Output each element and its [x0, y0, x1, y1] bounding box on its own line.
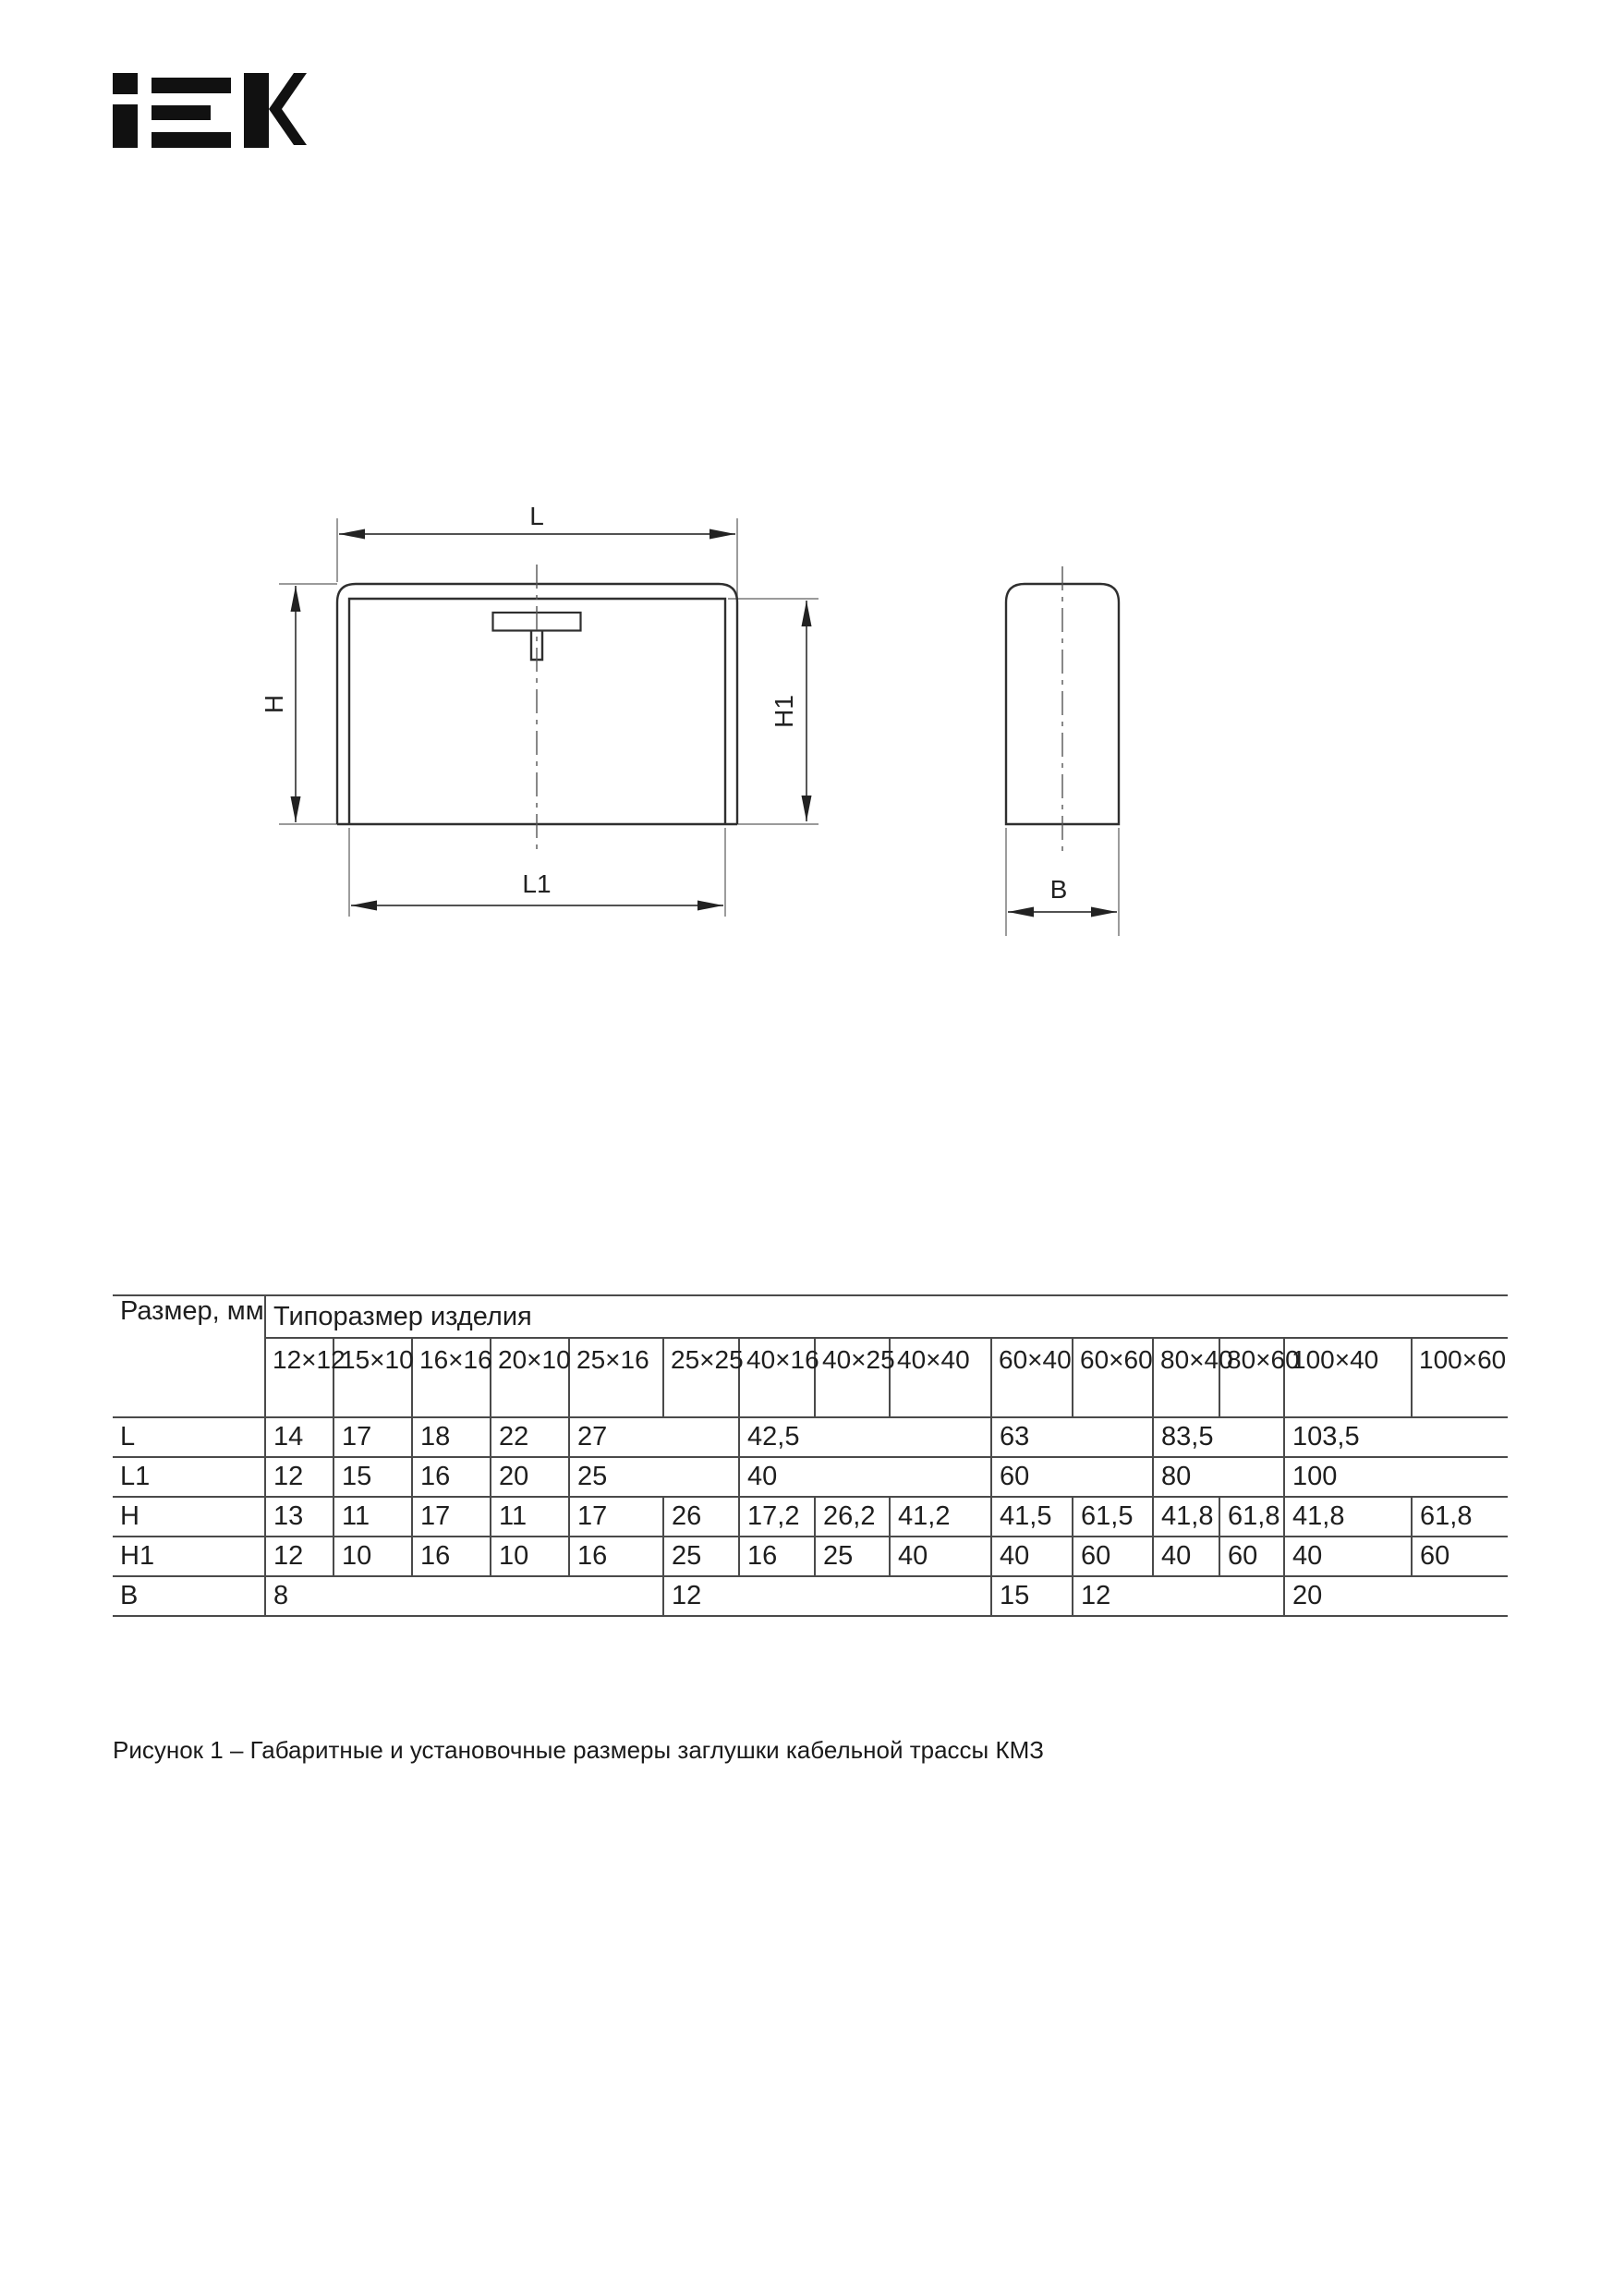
dimension-value-cell: 41,8: [1284, 1497, 1412, 1537]
size-column-header: 20×10: [491, 1338, 569, 1417]
dimension-value-cell: 16: [569, 1537, 663, 1576]
dimension-value-cell: 25: [815, 1537, 890, 1576]
table-header-row-1: [113, 1295, 1508, 1338]
size-column-header: 40×16: [739, 1338, 815, 1417]
figure-caption: Рисунок 1 – Габаритные и установочные размеры заглушки кабельной трассы КМЗ: [113, 1736, 1044, 1764]
dimension-value-cell: 60: [1412, 1537, 1508, 1576]
dimension-value-cell: 42,5: [739, 1417, 991, 1457]
dimension-value-cell: 80: [1153, 1457, 1284, 1497]
dimension-value-cell: 41,2: [890, 1497, 991, 1537]
table-row: [113, 1537, 1508, 1576]
dim-label-h1: H1: [770, 695, 798, 728]
table-row: [113, 1417, 1508, 1457]
dimension-value-cell: 12: [1073, 1576, 1284, 1616]
table-row: [113, 1457, 1508, 1497]
size-column-header: 25×16: [569, 1338, 663, 1417]
dimension-value-cell: 10: [491, 1537, 569, 1576]
corner-header: Размер, мм: [113, 1295, 265, 1417]
dimension-value-cell: 60: [991, 1457, 1153, 1497]
size-column-header: 40×40: [890, 1338, 991, 1417]
dimension-value-cell: 11: [491, 1497, 569, 1537]
dimension-value-cell: 40: [991, 1537, 1073, 1576]
dimension-value-cell: 15: [991, 1576, 1073, 1616]
dimension-value-cell: 20: [491, 1457, 569, 1497]
dimension-value-cell: 17: [334, 1417, 412, 1457]
group-header: Типоразмер изделия: [265, 1295, 1508, 1338]
row-label: B: [113, 1576, 265, 1616]
size-column-header: 25×25: [663, 1338, 739, 1417]
row-label: H: [113, 1497, 265, 1537]
size-column-header: 40×25: [815, 1338, 890, 1417]
dimension-value-cell: 17: [569, 1497, 663, 1537]
logo-letter-k: [244, 73, 307, 148]
dim-label-l1: L1: [522, 869, 552, 898]
dimension-value-cell: 103,5: [1284, 1417, 1508, 1457]
dimension-value-cell: 16: [739, 1537, 815, 1576]
dimension-value-cell: 63: [991, 1417, 1153, 1457]
logo-letter-e: [152, 78, 231, 148]
dimension-value-cell: 60: [1219, 1537, 1284, 1576]
dimension-value-cell: 12: [265, 1537, 334, 1576]
size-column-header: 80×40: [1153, 1338, 1219, 1417]
size-column-header: 100×60: [1412, 1338, 1508, 1417]
dimension-value-cell: 40: [1153, 1537, 1219, 1576]
dimension-value-cell: 12: [663, 1576, 991, 1616]
dimension-value-cell: 27: [569, 1417, 739, 1457]
dimensions-table: [113, 1294, 1508, 1617]
dimension-value-cell: 26: [663, 1497, 739, 1537]
dimension-value-cell: 17: [412, 1497, 491, 1537]
dimension-value-cell: 12: [265, 1457, 334, 1497]
dimension-value-cell: 15: [334, 1457, 412, 1497]
dimension-value-cell: 22: [491, 1417, 569, 1457]
dimension-value-cell: 61,8: [1412, 1497, 1508, 1537]
dim-label-h: H: [260, 694, 288, 714]
dimension-value-cell: 60: [1073, 1537, 1153, 1576]
dim-label-b: B: [1049, 875, 1068, 904]
dimension-value-cell: 8: [265, 1576, 663, 1616]
table-header-row-2: [113, 1338, 1508, 1417]
size-column-header: 60×60: [1073, 1338, 1153, 1417]
dimension-value-cell: 40: [1284, 1537, 1412, 1576]
dimension-value-cell: 14: [265, 1417, 334, 1457]
technical-drawing: [259, 499, 1182, 942]
size-column-header: 80×60: [1219, 1338, 1284, 1417]
dimension-value-cell: 20: [1284, 1576, 1508, 1616]
dimension-value-cell: 25: [663, 1537, 739, 1576]
dimension-value-cell: 41,8: [1153, 1497, 1219, 1537]
dim-l1: [351, 869, 723, 911]
dimension-value-cell: 100: [1284, 1457, 1508, 1497]
dimension-value-cell: 16: [412, 1537, 491, 1576]
dim-label-l: L: [529, 502, 544, 530]
dimension-value-cell: 10: [334, 1537, 412, 1576]
dimension-value-cell: 18: [412, 1417, 491, 1457]
row-label: L: [113, 1417, 265, 1457]
dimension-value-cell: 16: [412, 1457, 491, 1497]
iek-logo: [113, 70, 307, 148]
size-column-header: 15×10: [334, 1338, 412, 1417]
dimension-value-cell: 40: [890, 1537, 991, 1576]
dim-h1: [770, 601, 812, 821]
size-column-header: 16×16: [412, 1338, 491, 1417]
size-column-header: 12×12: [265, 1338, 334, 1417]
dimension-value-cell: 61,8: [1219, 1497, 1284, 1537]
table-row: [113, 1497, 1508, 1537]
logo-letter-i: [113, 73, 138, 148]
dimension-value-cell: 13: [265, 1497, 334, 1537]
dimensions-table-wrap: [113, 1294, 1508, 1617]
row-label: L1: [113, 1457, 265, 1497]
dimension-value-cell: 11: [334, 1497, 412, 1537]
front-view: [260, 502, 819, 917]
dimension-value-cell: 26,2: [815, 1497, 890, 1537]
side-view: [1006, 566, 1119, 936]
dim-l: [339, 502, 735, 540]
dim-h: [260, 586, 301, 822]
row-label: H1: [113, 1537, 265, 1576]
dimension-value-cell: 17,2: [739, 1497, 815, 1537]
dimension-value-cell: 25: [569, 1457, 739, 1497]
table-row: [113, 1576, 1508, 1616]
dimension-value-cell: 83,5: [1153, 1417, 1284, 1457]
size-column-header: 60×40: [991, 1338, 1073, 1417]
size-column-header: 100×40: [1284, 1338, 1412, 1417]
dimension-value-cell: 61,5: [1073, 1497, 1153, 1537]
dim-b: [1008, 875, 1117, 917]
dimension-value-cell: 40: [739, 1457, 991, 1497]
dimension-value-cell: 41,5: [991, 1497, 1073, 1537]
